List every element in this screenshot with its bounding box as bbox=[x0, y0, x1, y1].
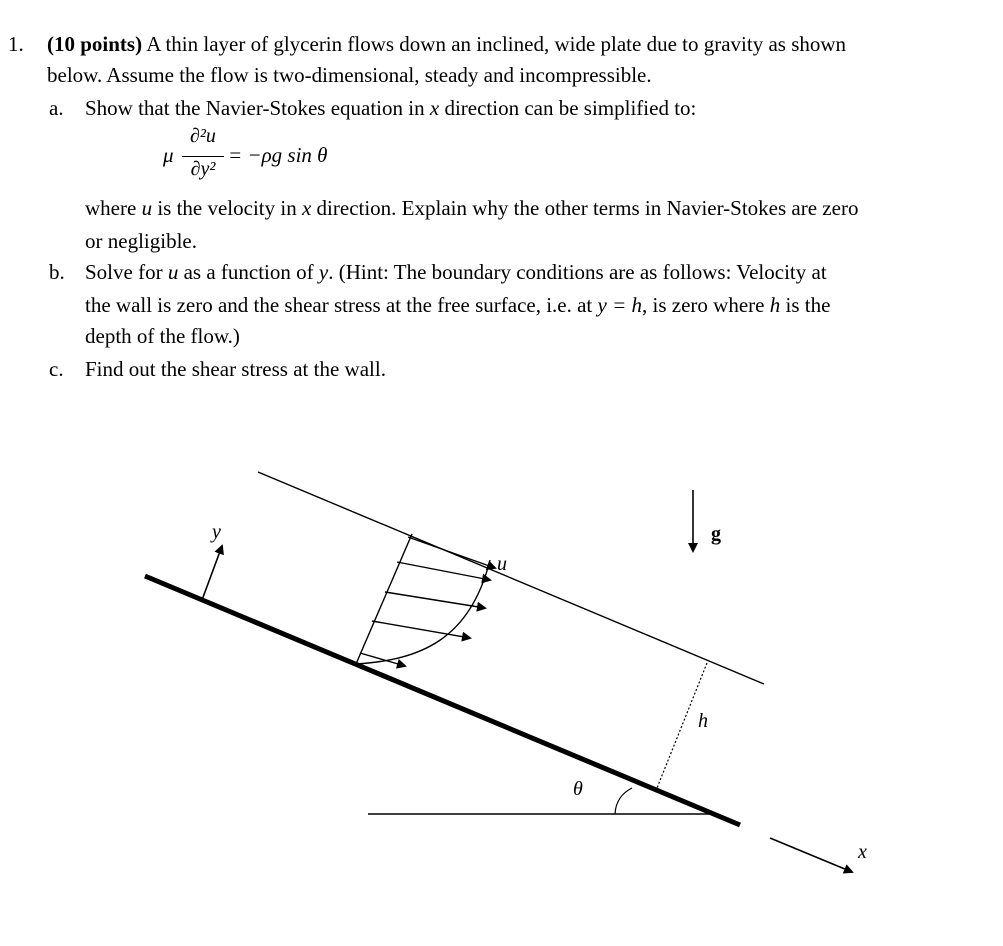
velocity-vector-1 bbox=[360, 653, 405, 666]
part-a-text-post: direction can be simplified to: bbox=[444, 96, 697, 120]
part-b-l1-mid: as a function of bbox=[183, 260, 314, 284]
part-b-l2-eq: y = h bbox=[597, 293, 643, 317]
part-b-line2 bbox=[85, 292, 830, 318]
eq-mu: μ bbox=[163, 143, 174, 167]
problem-intro-line2: below. Assume the flow is two-dimensional, steady and incompressible. bbox=[47, 63, 652, 87]
part-c-text: Find out the shear stress at the wall. bbox=[85, 357, 386, 381]
velocity-vector-5 bbox=[408, 537, 495, 568]
eq-numerator: ∂²u bbox=[190, 125, 216, 147]
x-axis-arrow bbox=[770, 838, 852, 872]
part-b-l2-post: is the bbox=[785, 293, 831, 317]
part-a-text-pre: Show that the Navier-Stokes equation in bbox=[85, 96, 425, 120]
velocity-vector-2 bbox=[372, 621, 470, 638]
inclined-plate bbox=[145, 576, 740, 825]
part-b-l2-h: h bbox=[769, 293, 781, 317]
problem-intro-line1 bbox=[47, 31, 846, 57]
flow-diagram bbox=[0, 420, 1003, 946]
profile-baseline bbox=[356, 534, 412, 664]
part-a-marker: a. bbox=[49, 96, 64, 120]
label-theta: θ bbox=[573, 778, 583, 800]
angle-arc bbox=[615, 788, 632, 814]
where-post: direction. Explain why the other terms in Navier-Stokes are zero bbox=[316, 196, 859, 220]
label-g: g bbox=[711, 523, 721, 545]
label-y: y bbox=[212, 521, 221, 543]
velocity-vector-3 bbox=[385, 592, 485, 608]
label-u: u bbox=[497, 553, 507, 575]
part-b-line3: depth of the flow.) bbox=[85, 324, 240, 348]
label-h: h bbox=[698, 710, 708, 732]
part-b-l1-post: . (Hint: The boundary conditions are as follows: Velocity at bbox=[328, 260, 827, 284]
eq-rhs: = −ρg sin θ bbox=[228, 143, 328, 167]
part-b-l2-pre: the wall is zero and the shear stress at the free surface, i.e. at bbox=[85, 293, 593, 317]
free-surface bbox=[258, 472, 764, 684]
y-axis-arrow bbox=[202, 546, 222, 600]
part-b-line1 bbox=[85, 259, 827, 285]
part-b-l1-u: u bbox=[167, 260, 179, 284]
part-b-marker: b. bbox=[49, 260, 65, 284]
where-mid: is the velocity in bbox=[157, 196, 297, 220]
problem-points: (10 points) bbox=[47, 32, 143, 56]
part-a-where-line2: or negligible. bbox=[85, 229, 197, 253]
where-u: u bbox=[141, 196, 153, 220]
part-a-line1 bbox=[85, 95, 696, 121]
problem-intro-text1: A thin layer of glycerin flows down an inclined, wide plate due to gravity as shown bbox=[146, 32, 847, 56]
part-c-marker: c. bbox=[49, 357, 64, 381]
part-a-where-line1 bbox=[85, 195, 858, 221]
velocity-vector-4 bbox=[397, 562, 490, 580]
label-x: x bbox=[858, 841, 867, 863]
part-a-var-x: x bbox=[429, 96, 440, 120]
where-pre: where bbox=[85, 196, 137, 220]
eq-denominator: ∂y² bbox=[190, 158, 216, 180]
where-x: x bbox=[301, 196, 312, 220]
part-b-l1-y: y bbox=[318, 260, 329, 284]
part-b-l2-mid: , is zero where bbox=[642, 293, 765, 317]
problem-number: 1. bbox=[8, 32, 24, 56]
part-b-l1-pre: Solve for bbox=[85, 260, 163, 284]
